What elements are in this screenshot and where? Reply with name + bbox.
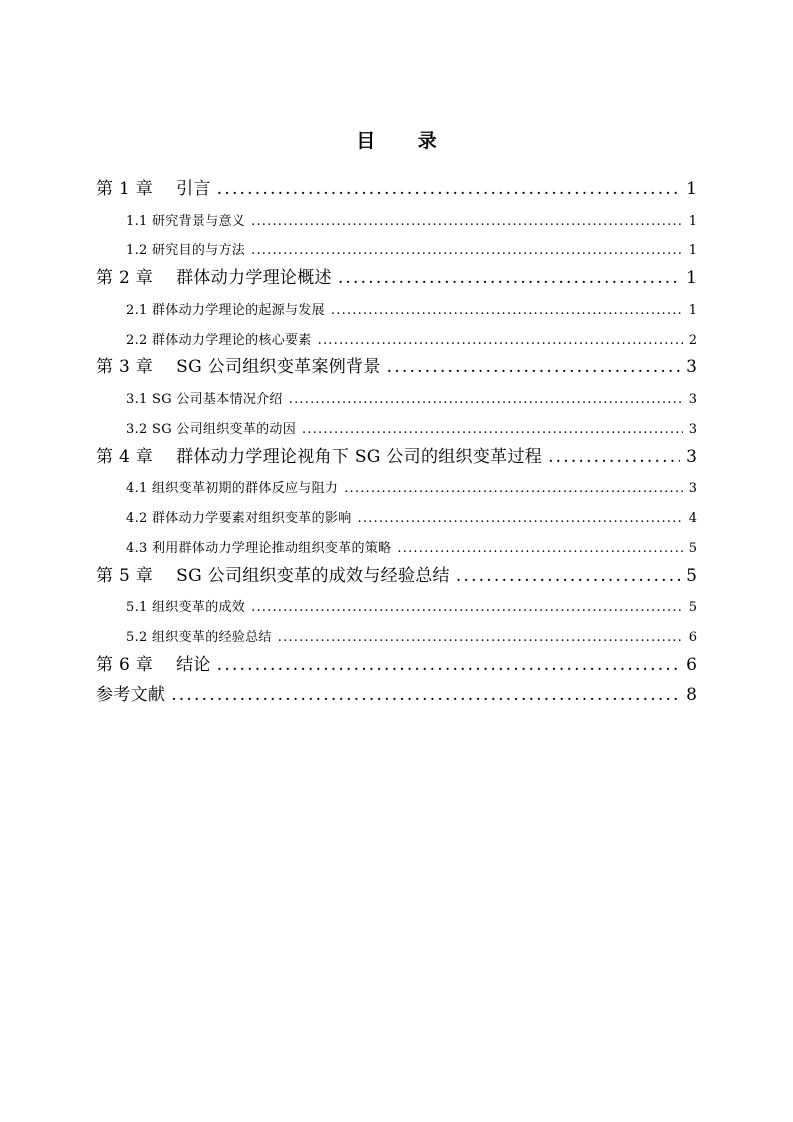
toc-entry-section-3-1[interactable] <box>96 382 697 412</box>
toc-entry-chapter-6[interactable] <box>96 650 697 680</box>
toc-entry-label: 5.2 组织变革的经验总结 <box>126 630 272 645</box>
toc-entry-page: 2 <box>688 332 697 348</box>
toc-entry-label: 第 4 章 群体动力学理论视角下 SG 公司的组织变革过程 <box>96 446 543 467</box>
toc-entry-section-1-2[interactable] <box>96 234 697 264</box>
toc-entry-label: 第 6 章 结论 <box>96 654 211 675</box>
toc-leader-dots <box>456 566 680 586</box>
toc-title: 目 录 <box>356 130 455 152</box>
toc-entry-label: 2.2 群体动力学理论的核心要素 <box>126 332 312 348</box>
toc-entry-page: 1 <box>686 178 697 199</box>
toc-leader-dots <box>397 541 682 556</box>
toc-leader-dots <box>318 333 683 348</box>
toc-leader-dots <box>278 630 683 645</box>
toc-entry-label: 4.1 组织变革初期的群体反应与阻力 <box>126 481 339 497</box>
toc-leader-dots <box>171 685 680 705</box>
toc-entry-page: 4 <box>688 511 697 526</box>
toc-leader-dots <box>358 511 683 526</box>
toc-entry-page: 1 <box>686 268 697 288</box>
toc-entry-chapter-2[interactable] <box>96 263 697 293</box>
toc-entry-references[interactable] <box>96 680 697 710</box>
toc-leader-dots <box>548 447 680 467</box>
toc-entry-section-1-1[interactable] <box>96 204 697 234</box>
toc-entry-section-2-1[interactable] <box>96 293 697 323</box>
toc-leader-dots <box>302 422 683 437</box>
toc-entry-label: 1.2 研究目的与方法 <box>126 243 246 259</box>
toc-entry-label: 1.1 研究背景与意义 <box>126 213 246 229</box>
toc-entry-page: 1 <box>688 302 697 318</box>
toc-entry-label: 4.2 群体动力学要素对组织变革的影响 <box>126 511 352 526</box>
toc-entry-label: 第 3 章 SG 公司组织变革案例背景 <box>96 357 381 378</box>
table-of-contents <box>96 174 697 710</box>
toc-entry-page: 6 <box>686 654 697 675</box>
toc-entry-page: 3 <box>688 481 697 497</box>
toc-entry-section-2-2[interactable] <box>96 323 697 353</box>
toc-entry-section-4-2[interactable] <box>96 501 697 531</box>
toc-entry-page: 1 <box>688 243 697 259</box>
toc-leader-dots <box>251 600 683 615</box>
toc-entry-page: 3 <box>686 357 697 378</box>
toc-entry-chapter-1[interactable] <box>96 174 697 204</box>
toc-entry-section-3-2[interactable] <box>96 412 697 442</box>
toc-leader-dots <box>217 655 680 675</box>
toc-leader-dots <box>331 303 683 318</box>
toc-leader-dots <box>338 268 680 288</box>
toc-entry-page: 5 <box>686 565 697 586</box>
toc-entry-label: 2.1 群体动力学理论的起源与发展 <box>126 302 325 318</box>
toc-leader-dots <box>344 481 683 496</box>
toc-entry-page: 3 <box>688 421 697 437</box>
toc-entry-page: 1 <box>688 213 697 229</box>
toc-entry-page: 3 <box>688 392 697 407</box>
toc-entry-page: 8 <box>686 684 697 705</box>
toc-entry-page: 5 <box>688 540 697 556</box>
toc-entry-page: 5 <box>688 600 697 616</box>
toc-entry-label: 3.1 SG 公司基本情况介绍 <box>126 392 283 407</box>
toc-entry-section-5-2[interactable] <box>96 620 697 650</box>
toc-entry-section-4-3[interactable] <box>96 531 697 561</box>
toc-entry-page: 3 <box>686 446 697 467</box>
toc-leader-dots <box>387 357 681 377</box>
toc-entry-label: 第 2 章 群体动力学理论概述 <box>96 268 332 288</box>
toc-leader-dots <box>251 214 683 229</box>
toc-entry-chapter-4[interactable] <box>96 442 697 472</box>
toc-entry-label: 3.2 SG 公司组织变革的动因 <box>126 421 297 437</box>
toc-entry-label: 第 1 章 引言 <box>96 178 211 199</box>
toc-entry-chapter-5[interactable] <box>96 561 697 591</box>
toc-entry-label: 4.3 利用群体动力学理论推动组织变革的策略 <box>126 540 392 556</box>
toc-entry-label: 5.1 组织变革的成效 <box>126 600 246 616</box>
toc-leader-dots <box>251 243 683 258</box>
toc-entry-label: 第 5 章 SG 公司组织变革的成效与经验总结 <box>96 565 450 586</box>
toc-entry-section-5-1[interactable] <box>96 591 697 621</box>
toc-leader-dots <box>217 179 680 199</box>
toc-entry-section-4-1[interactable] <box>96 472 697 502</box>
toc-leader-dots <box>289 392 683 407</box>
toc-entry-label: 参考文献 <box>96 684 166 705</box>
toc-entry-chapter-3[interactable] <box>96 353 697 383</box>
toc-entry-page: 6 <box>688 630 697 645</box>
